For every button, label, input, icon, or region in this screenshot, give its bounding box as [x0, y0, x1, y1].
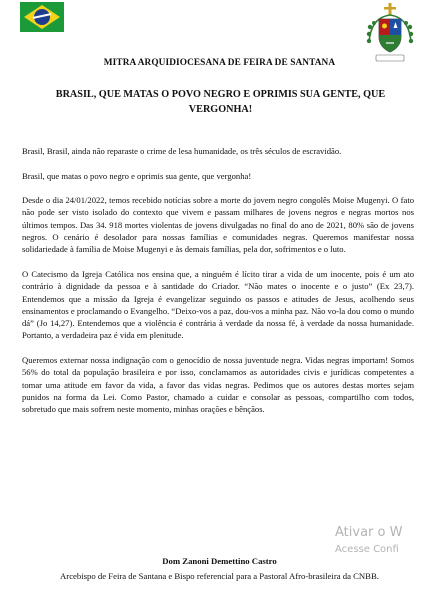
- paragraph: O Catecismo da Igreja Católica nos ensina que, a ninguém é lícito tirar a vida de um inocente, pois é um ato contrário à dignidade da pessoa e à santidade do Criador. “Não mates o inocente e o justo” (Ex 23,7). Entendemos que a missão da Igreja é evangelizar seguindo os passos e atitudes de Jesus, acolhendo seus ensinamentos e proclamando o Evangelho. “Deixo-vos a paz, dou-vos a minha paz. Não vo-la dou como o mundo dá” (Jo 14,27). Entendemos que a violência é contrária à verdade da nossa fé, à verdade da nossa humanidade. Portanto, a verdadeira paz é vida em plenitude.: [22, 268, 414, 341]
- paragraph: Brasil, que matas o povo negro e oprimis sua gente, que vergonha!: [22, 170, 252, 181]
- coat-of-arms-icon: [366, 3, 414, 65]
- paragraph: Desde o dia 24/01/2022, temos recebido notícias sobre a morte do jovem negro congolês Moise Mugenyi. O fato não pode ser visto isolado do contexto que vivem e passam milhares de jovens negros e negras mortos nos últimos tempos. Das 34. 918 mortes violentas de jovens divulgadas no final do ano de 2021, 80% são de jovens negros. O cenário é desolador para nossas famílias e comunidades negras. Queremos manifestar nossa solidariedade à família de Moise Mugenyi e às demais famílias, pela dor, sofrimentos e o luto.: [22, 195, 414, 255]
- signature-role: Arcebispo de Feira de Santana e Bispo referencial para a Pastoral Afro-brasileira da CNBB.: [60, 571, 379, 581]
- activation-watermark: [335, 525, 439, 555]
- paragraph: Brasil, Brasil, ainda não reparaste o crime de lesa humanidade, os três séculos de escravidão.: [22, 146, 342, 156]
- brazil-flag-icon: [20, 2, 64, 32]
- watermark-line2: Acesse Confi: [335, 544, 399, 555]
- watermark-line1: Ativar o W: [335, 525, 403, 540]
- document-body: [22, 145, 414, 428]
- institution-header: MITRA ARQUIDIOCESANA DE FEIRA DE SANTANA: [103, 58, 336, 68]
- paragraph: Queremos externar nossa indignação com o genocídio de nossa juventude negra. Vidas negras importam! Somos 56% do total da população brasileira e por isso, conclamamos as autoridades civis e jurídicas competentes a tomar uma atitude em favor da vida, a favor das vidas negras. Pedimos que os autores destas mortes sejam punidos na forma da Lei. Como Pastor, chamado a cuidar e consolar as pessoas, compartilho com todos, sobretudo que mais sofrem neste momento, minhas orações e bênçãos.: [22, 355, 414, 415]
- document-title: BRASIL, QUE MATAS O POVO NEGRO E OPRIMIS SUA GENTE, QUE VERGONHA!: [55, 89, 386, 115]
- signature-name: Dom Zanoni Demettino Castro: [162, 556, 277, 566]
